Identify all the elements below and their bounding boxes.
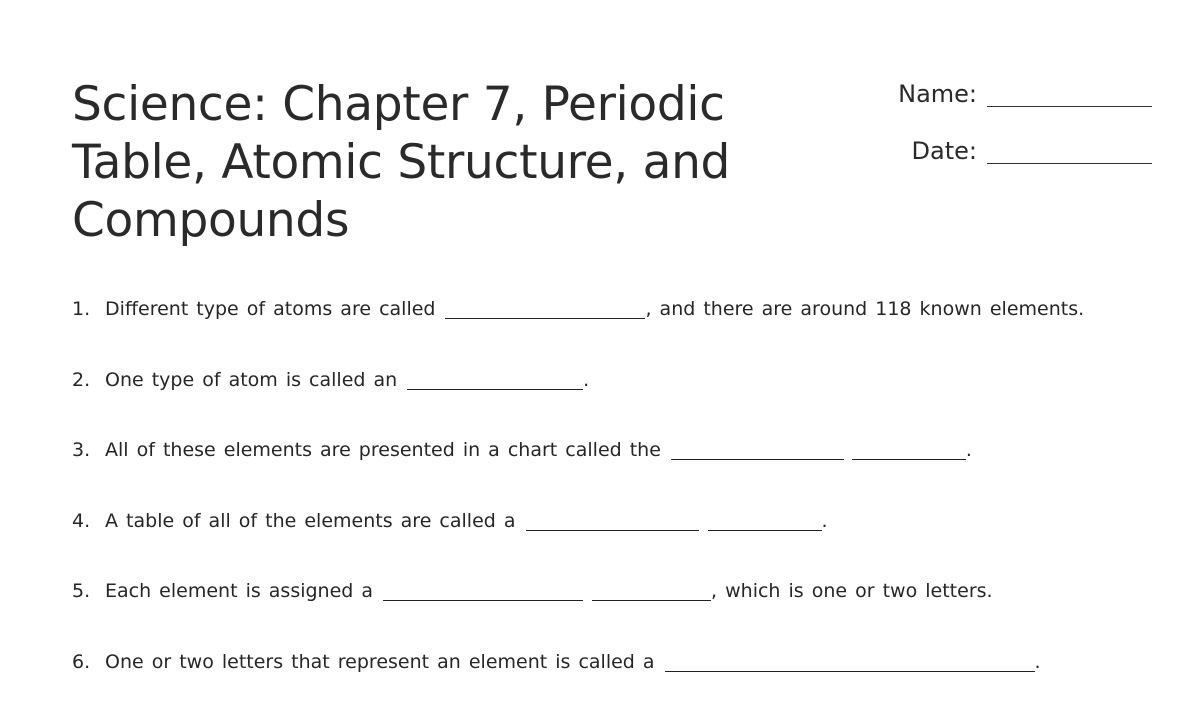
question-1 xyxy=(72,298,1172,369)
question-number: 6. xyxy=(72,651,105,673)
question-text-end: , which is one or two letters. xyxy=(711,580,993,602)
answer-blank-2[interactable] xyxy=(592,600,711,601)
answer-blank-2[interactable] xyxy=(708,530,822,531)
answer-blank-1[interactable] xyxy=(526,530,699,531)
question-text: Each element is assigned a xyxy=(105,580,373,602)
question-number: 1. xyxy=(72,298,105,320)
date-field-row xyxy=(912,135,1152,167)
question-text: All of these elements are presented in a chart called the xyxy=(105,439,661,461)
question-text: A table of all of the elements are called a xyxy=(105,510,516,532)
name-field-row xyxy=(898,78,1152,110)
worksheet-title: Science: Chapter 7, Periodic Table, Atomic Structure, and Compounds xyxy=(72,76,872,250)
question-number: 5. xyxy=(72,580,105,602)
answer-blank[interactable] xyxy=(665,671,1035,672)
name-label: Name: xyxy=(898,78,977,110)
answer-blank[interactable] xyxy=(407,389,583,390)
name-blank[interactable] xyxy=(987,106,1152,107)
date-label: Date: xyxy=(912,135,977,167)
question-number: 3. xyxy=(72,439,105,461)
question-number: 4. xyxy=(72,510,105,532)
question-text: One type of atom is called an xyxy=(105,369,397,391)
question-text-end: . xyxy=(966,439,972,461)
answer-blank-2[interactable] xyxy=(852,459,966,460)
question-text-end: . xyxy=(1035,651,1041,673)
answer-blank-1[interactable] xyxy=(671,459,844,460)
question-text-end: , and there are around 118 known elements. xyxy=(645,298,1084,320)
answer-blank-1[interactable] xyxy=(383,600,583,601)
question-5 xyxy=(72,580,1172,651)
question-6 xyxy=(72,651,1172,721)
date-blank[interactable] xyxy=(987,163,1152,164)
question-text: One or two letters that represent an element is called a xyxy=(105,651,655,673)
question-number: 2. xyxy=(72,369,105,391)
question-text-end: . xyxy=(583,369,589,391)
answer-blank[interactable] xyxy=(445,318,645,319)
question-list xyxy=(72,298,1172,721)
question-3 xyxy=(72,439,1172,510)
question-text: Different type of atoms are called xyxy=(105,298,435,320)
question-4 xyxy=(72,510,1172,581)
question-2 xyxy=(72,369,1172,440)
question-text-end: . xyxy=(822,510,828,532)
